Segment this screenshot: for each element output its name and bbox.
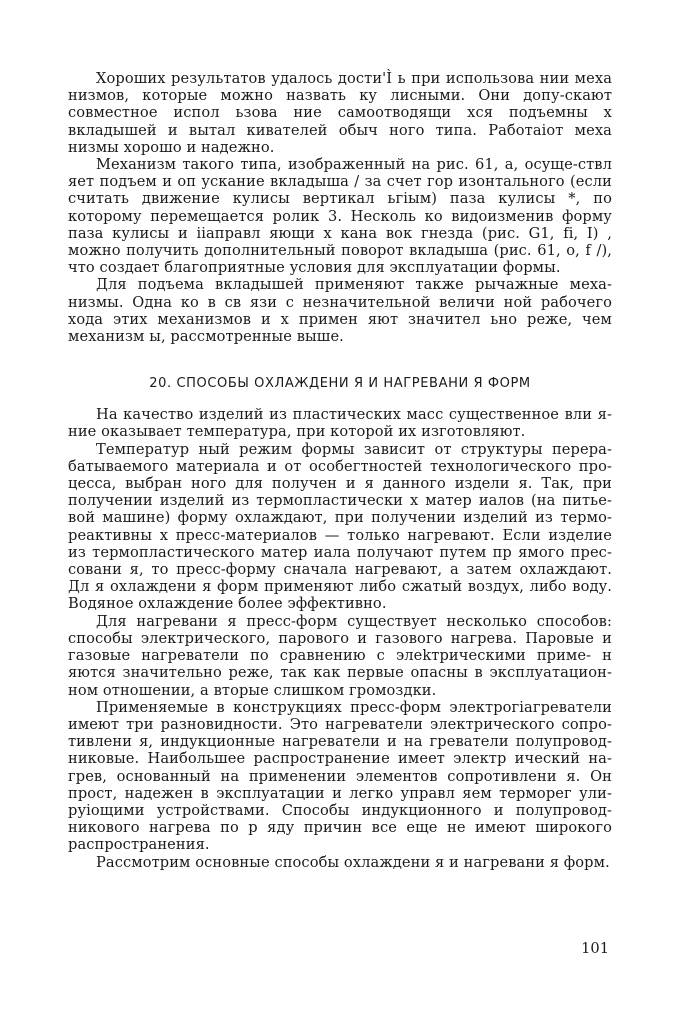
paragraph-heating-methods: Для нагревани я пресс-форм существует несколько способов: способы электрического, парового и газового нагрева. Паровые и газовые нагреватели по сравнению с элеkтрическими приме- н яются значительно реже, так как первые опасны в эксплуатацион-ном отношении, а вторые слишком громоздки. xyxy=(68,612,612,699)
page-body xyxy=(68,70,612,871)
paragraph-conclusion: Рассмотрим основные способы охлаждени я и нагревани я форм. xyxy=(96,853,610,871)
paragraph-temperature-mode: Температур ный режим формы зависит от структуры перера-батываемого материала и от особегтностей технологического про-цесса, выбран ного для получен и я данного издели я. Так, при получении изделий из термопластически х матер иалов (на питье-вой машине) форму охлаждают, при получении изделий из термо-реактивны х пресс-материалов — только нагревают. Если изделие из термопластического матер иала получают путем пр ямого прес-совани я, то пресс-форму сначала нагревают, а затем охлаждают. Дл я охлаждени я форм применяют либо сжатый воздух, либо воду. Водяное охлаждение более эффективно. xyxy=(68,440,612,613)
paragraph-electric-heaters: Применяемые в конструкциях пресс-форм электрогiагреватели имеют три разновидности. Это нагреватели электрического сопро-тивлени я, индукционные нагреватели и на греватели полупровод-никовые. Наибольшее распространение имеет электр ический на-грев, основанный на применении элементов сопротивлени я. Он прост, надежен в эксплуатации и легко управл яем терморег ули-руiощими устройствами. Способы индукционного и полупровод-никового нагрева по р яду причин все еще не имеют широкого распространения. xyxy=(68,698,612,854)
paragraph-mechanism-description: Механизм такого типа, изображенный на рис. 61, а, осуще-ствл яет подъем и оп ускание вкладыша / за счет гор изонтального (если считать движение кулисы вертикал ьгiым) паза кулисы *, по которому перемещается ролик 3. Несколь ко видоизменив форму паза кулисы и iiаправл яющи х кана вок гнезда (рис. G1, fi, I) , можно получить дополнительный поворот вкладыша (рис. 61, о, f /), что создает благоприятные условия для эксплуатации формы. xyxy=(68,156,612,277)
section-heading: 20. СПОСОБЫ ОХЛАЖДЕНИ Я И НАГРЕВАНИ Я ФОРМ xyxy=(149,376,531,392)
paragraph-lever-mechanisms: Для подъема вкладышей применяют также рычажные меха-низмы. Одна ко в св язи с незначительной величи ной рабочего хода этих механизмов и х примен яют значител ьно реже, чем механизм ы, рассмотренные выше. xyxy=(68,276,612,346)
paragraph-kulisa-mechanisms: Хороших результатов удалось дости'Ì ь при использова нии меха низмов, которые можно назвать ку лисными. Они допу-скают совместное испол ьзова ние самоотводящи хся подъемны х вкладышей и вытал кивателей обыч ного типа. Работаiот меха низмы хорошо и надежно. xyxy=(68,70,612,156)
page-number: 101 xyxy=(581,940,609,957)
paragraph-temperature-influence: На качество изделий из пластических масс существенное вли я-ние оказывает температура, при которой их изготовляют. xyxy=(68,406,612,441)
